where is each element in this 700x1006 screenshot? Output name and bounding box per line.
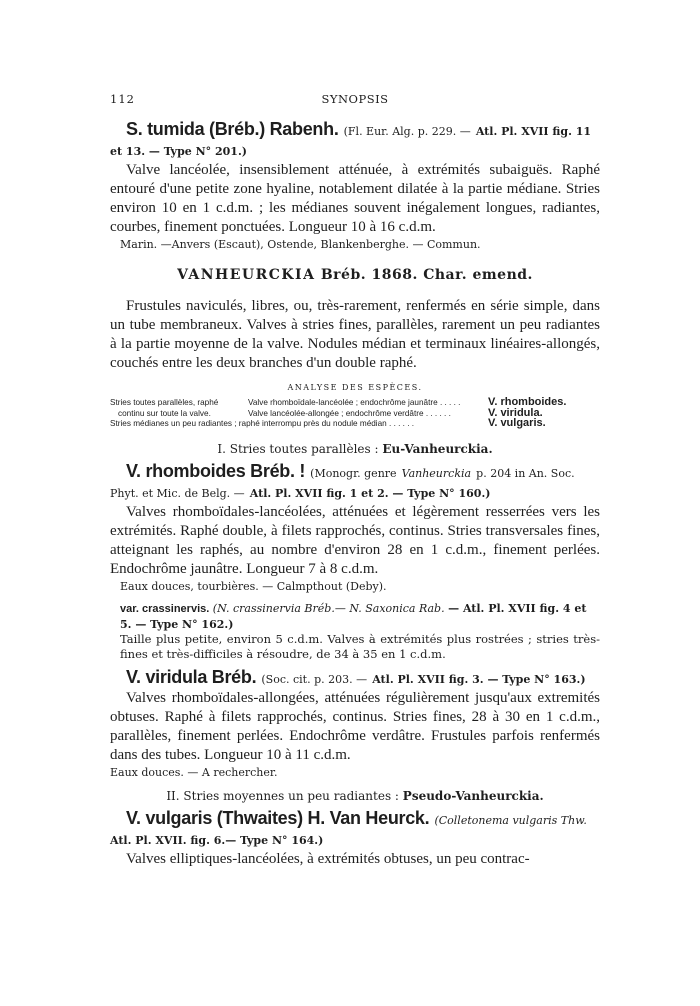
atlas-reference: Atl. Pl. XVII fig. 1 et 2. — Type N° 160.) xyxy=(249,487,491,500)
key-heading: ANALYSE DES ESPÈCES. xyxy=(287,383,423,392)
species-name: V. vulgaris (Thwaites) H. Van Heurck. xyxy=(126,808,430,828)
key-lead-1b: continu sur toute la valve. xyxy=(118,408,211,418)
atlas-reference: Atl. Pl. XVII fig. 11 xyxy=(475,125,592,138)
reference: (Soc. cit. p. 203. — xyxy=(261,673,368,686)
species-name: S. tumida (Bréb.) Rabenh. xyxy=(126,119,339,139)
variety-name: var. crassinervis. xyxy=(120,603,210,615)
species-v-rhomboides xyxy=(110,462,600,595)
genus-heading xyxy=(110,267,600,283)
reference: (Monogr. genre xyxy=(310,467,397,480)
species-description: Valves elliptiques-lancéolées, à extrémités obtuses, un peu contrac- xyxy=(126,851,530,867)
key-row-text: Valve lancéolée-allongée ; endochrôme verdâtre xyxy=(248,408,424,418)
genus-name: VANHEURCKIA xyxy=(177,267,316,283)
key-row-dots: . . . . . . xyxy=(425,408,451,418)
species-locality: Eaux douces, tourbières. — Calmpthout (Deby). xyxy=(120,580,387,593)
species-name: V. viridula Bréb. xyxy=(126,667,257,687)
key-row-dots: . . . . . . xyxy=(389,419,415,428)
reference-continued: p. 204 in An. Soc. Phyt. et Mic. de Belg. — xyxy=(110,467,575,500)
key-row xyxy=(248,398,460,409)
document-page xyxy=(110,92,600,869)
atlas-reference: Atl. Pl. XVII fig. 3. — Type N° 163.) xyxy=(372,673,586,686)
page-number: 112 xyxy=(110,92,135,106)
variety-synonyms: (N. crassinervia Bréb.— N. Saxonica Rab. xyxy=(212,602,445,615)
key-result: V. viridula. xyxy=(488,406,543,419)
key-lead-1a: Stries toutes parallèles, raphé xyxy=(110,398,219,407)
key-row-dots: . . . . . xyxy=(439,398,461,407)
species-description: Valves rhomboïdales-allongées, atténuées régulièrement jusqu'aux extremités obtuses. Raphé à filets rapprochés, continus. Stries fines, 28 à 30 en 1 c.d.m., parallèles, finement perlées. Endochrôme verdâtre. Frustules parfois renfermés dans des tubes. Longueur 10 à 11 c.d.m. xyxy=(110,690,600,763)
section-label: II. Stries moyennes un peu radiantes : xyxy=(166,789,399,803)
key-row-text: Valve rhomboïdale-lancéolée ; endochrôme jaunâtre xyxy=(248,398,438,407)
atlas-reference: — Atl. Pl. XVII fig. 4 et 5. — Type N° 162.) xyxy=(120,602,587,631)
key-row-text: Stries médianes un peu radiantes ; raphé interrompu près du nodule médian xyxy=(110,419,387,428)
key-result: V. rhomboides. xyxy=(488,396,567,408)
genus-authority: Bréb. 1868. Char. emend. xyxy=(320,267,533,283)
key-result: V. vulgaris. xyxy=(488,417,546,429)
variety-description: Taille plus petite, environ 5 c.d.m. Valves à extrémités plus rostrées ; stries très-fines et très-difficiles à résoudre, de 34 à 35 en 1 c.d.m. xyxy=(120,632,600,661)
section-label: I. Stries toutes parallèles : xyxy=(217,442,379,456)
type-reference: et 13. — Type N° 201.) xyxy=(110,145,247,158)
key-row xyxy=(110,419,414,430)
species-description: Valves rhomboïdales-lancéolées, atténuées et légèrement resserrées vers les extrémités. Raphé double, à filets rapprochés, continus. Stries transversales fines, atteignant les raphés, au nombre d'environ 28 en 1 c.d.m., finement perlées. Endochrôme jaunâtre. Longueur 7 à 8 c.d.m. xyxy=(110,504,600,577)
species-name: V. rhomboides Bréb. ! xyxy=(126,461,306,481)
species-locality: Marin. —Anvers (Escaut), Ostende, Blankenberghe. — Commun. xyxy=(120,238,481,251)
atlas-reference: Atl. Pl. XVII. fig. 6.— Type N° 164.) xyxy=(110,834,324,847)
species-locality: Eaux douces. — A rechercher. xyxy=(110,766,278,779)
species-v-vulgaris xyxy=(110,809,600,869)
running-header xyxy=(110,92,600,112)
section-name: Eu-Vanheurckia. xyxy=(382,442,493,456)
section-heading-2 xyxy=(110,789,600,803)
section-heading-1 xyxy=(110,442,600,456)
species-key xyxy=(110,398,600,434)
species-description: Valve lancéolée, insensiblement atténuée, à extrémités subaiguës. Raphé entouré d'une petite zone hyaline, notablement dilatée à la partie médiane. Stries environ 10 en 1 c.d.m. ; les médianes souvent inégalement longues, radiantes, courbes, finement ponctuées. Longueur 10 à 16 c.d.m. xyxy=(110,162,600,235)
reference-synonym: (Colletonema vulgaris Thw. xyxy=(434,814,587,827)
reference-genus: Vanheurckia xyxy=(401,467,472,480)
species-s-tumida xyxy=(110,120,600,253)
genus-description: Frustules naviculés, libres, ou, très-rarement, renfermés en série simple, dans un tube membraneux. Valves à stries fines, parallèles, rarement un peu radiantes à la partie moyenne de la valve. Nodules médian et terminaux linéaires-allongés, couchés entre les deux branches d'un double raphé. xyxy=(110,298,600,371)
key-row xyxy=(248,409,451,420)
variety-crassinervis xyxy=(120,601,600,662)
species-v-viridula xyxy=(110,668,600,781)
running-title: SYNOPSIS xyxy=(321,92,389,106)
section-name: Pseudo-Vanheurckia. xyxy=(402,789,544,803)
reference: (Fl. Eur. Alg. p. 229. — xyxy=(343,125,471,138)
